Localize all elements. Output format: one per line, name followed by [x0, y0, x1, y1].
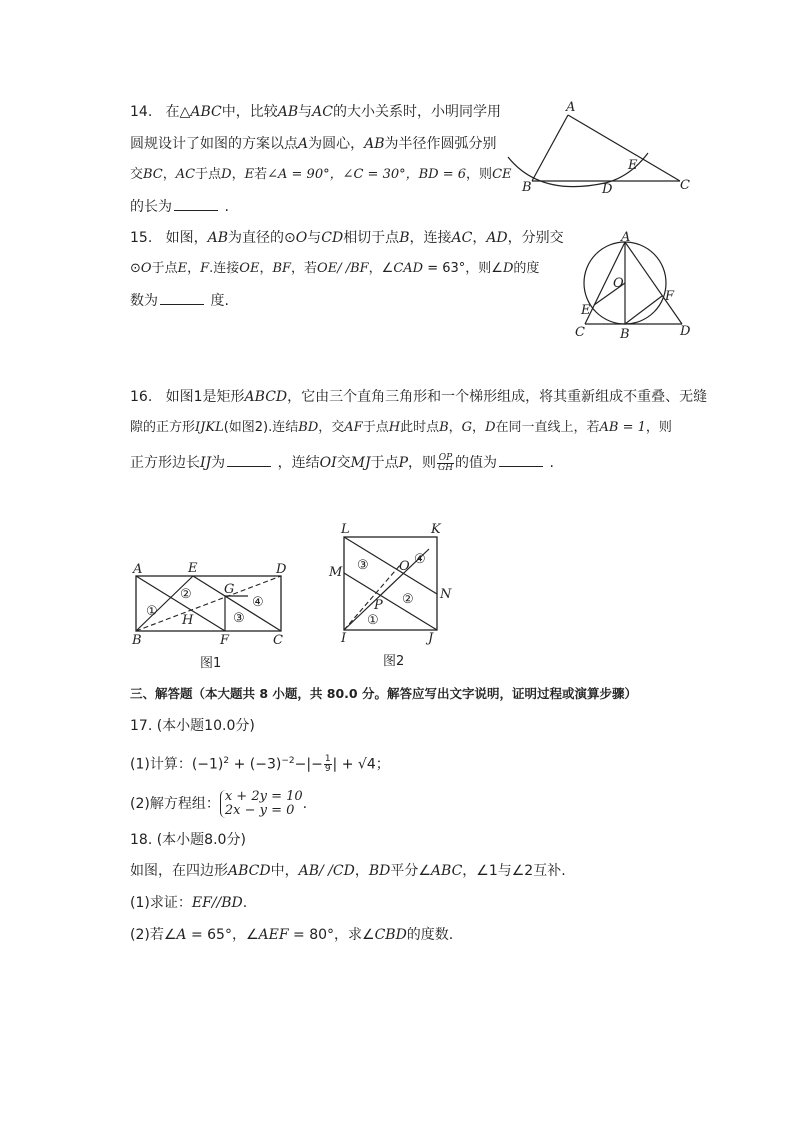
region-1: ① — [146, 604, 158, 619]
figure-2-caption: 图2 — [383, 654, 405, 669]
label-m: M — [329, 565, 343, 580]
label-e: E — [188, 561, 198, 576]
q15-line-1: 15. 如图，AB为直径的⊙O与CD相切于点B，连接AC，AD，分别交 — [130, 230, 564, 246]
q18-head: 18. (本小题8.0分) — [130, 832, 246, 848]
label-d: D — [276, 562, 287, 577]
label-b: B — [132, 633, 142, 648]
segment-ac — [568, 115, 680, 181]
q17-part-1: (1)计算：$(-1)^2 + (-3)^{-2}-|-$ $\frac{1}{9}$ | + √4； — [130, 754, 390, 775]
label-i: I — [341, 631, 347, 646]
q17-part-2: (2)解方程组： x + 2y = 10 2x − y = 0 . — [130, 789, 308, 818]
region-4: ④ — [414, 552, 426, 567]
label-a: A — [133, 562, 143, 577]
label-n: N — [440, 587, 452, 602]
segment-mj — [344, 573, 437, 630]
label-k: K — [431, 522, 441, 537]
label-c: C — [680, 178, 690, 193]
q15-figure — [570, 228, 700, 343]
figure-1 — [128, 560, 293, 650]
label-a: A — [566, 100, 576, 115]
q18-line-3: (2)若∠A = 65°，∠AEF = 80°，求∠CBD的度数. — [130, 927, 454, 943]
q14-line-3: 交BC，AC于点D，E若∠A = 90°，∠C = 30°，BD = 6，则CE — [130, 167, 512, 182]
q15-line-3: 数为 度. — [130, 290, 229, 311]
figure-1-caption: 图1 — [200, 656, 222, 671]
label-a: A — [621, 230, 631, 245]
label-g: G — [224, 582, 235, 597]
label-l: L — [341, 522, 350, 537]
fraction-1-9: $\frac{1}{9}$ — [324, 754, 331, 775]
q14-figure — [500, 95, 710, 205]
q16-line-3: 正方形边长IJ为 ，连结OI交MJ于点P，则 $\frac{OP}{GH}$ 的值为 . — [130, 452, 554, 473]
label-o: O — [399, 559, 410, 574]
arc — [605, 153, 648, 183]
answer-blank[interactable] — [160, 290, 204, 305]
equation-system: x + 2y = 10 2x − y = 0 — [220, 790, 303, 818]
label-h: H — [182, 613, 194, 628]
label-f: F — [665, 289, 675, 304]
answer-blank[interactable] — [174, 196, 218, 211]
section-title: 三、解答题（本大题共 8 小题，共 80.0 分。解答应写出文字说明，证明过程或演算步骤） — [130, 686, 637, 701]
q16-line-1: 16. 如图1是矩形ABCD，它由三个直角三角形和一个梯形组成，将其重新组成不重叠、无缝 — [130, 389, 708, 405]
q14-line-4: 的长为 . — [130, 196, 229, 217]
figure-2 — [325, 518, 455, 648]
label-c: C — [273, 633, 283, 648]
fraction-op-gh: $\frac{OP}{GH}$ — [438, 452, 454, 473]
label-p: P — [374, 598, 383, 613]
q18-line-1: 如图，在四边形ABCD中，AB/ /CD，BD平分∠ABC，∠1与∠2互补. — [130, 863, 566, 879]
q18-line-2: (1)求证：EF//BD. — [130, 895, 248, 911]
label-o: O — [613, 276, 624, 291]
answer-blank[interactable] — [227, 452, 271, 467]
answer-blank[interactable] — [499, 452, 543, 467]
q17-head: 17. (本小题10.0分) — [130, 718, 255, 734]
label-e: E — [628, 158, 638, 173]
region-1: ① — [367, 613, 379, 628]
label-e: E — [581, 303, 591, 318]
label-j: J — [428, 631, 434, 646]
region-2: ② — [402, 592, 414, 607]
q14-line-2: 圆规设计了如图的方案以点A为圆心，AB为半径作圆弧分别 — [130, 136, 497, 152]
region-3: ③ — [357, 558, 369, 573]
segment-ab — [532, 115, 568, 181]
q16-line-2: 隙的正方形IJKL(如图2).连结BD，交AF于点H此时点B，G，D在同一直线上，若AB = 1，则 — [130, 420, 672, 435]
label-c: C — [575, 325, 585, 340]
label-b: B — [620, 327, 630, 342]
region-3: ③ — [233, 611, 245, 626]
label-d: D — [680, 324, 691, 339]
region-2: ② — [180, 587, 192, 602]
label-b: B — [522, 180, 532, 195]
label-d: D — [602, 182, 613, 197]
label-f: F — [220, 633, 230, 648]
region-4: ④ — [252, 595, 264, 610]
q15-line-2: ⊙O于点E，F.连接OE，BF，若OE/ /BF，∠CAD = 63°，则∠D的度 — [130, 261, 540, 276]
q14-line-1: 14. 在△ABC中，比较AB与AC的大小关系时，小明同学用 — [130, 104, 501, 120]
